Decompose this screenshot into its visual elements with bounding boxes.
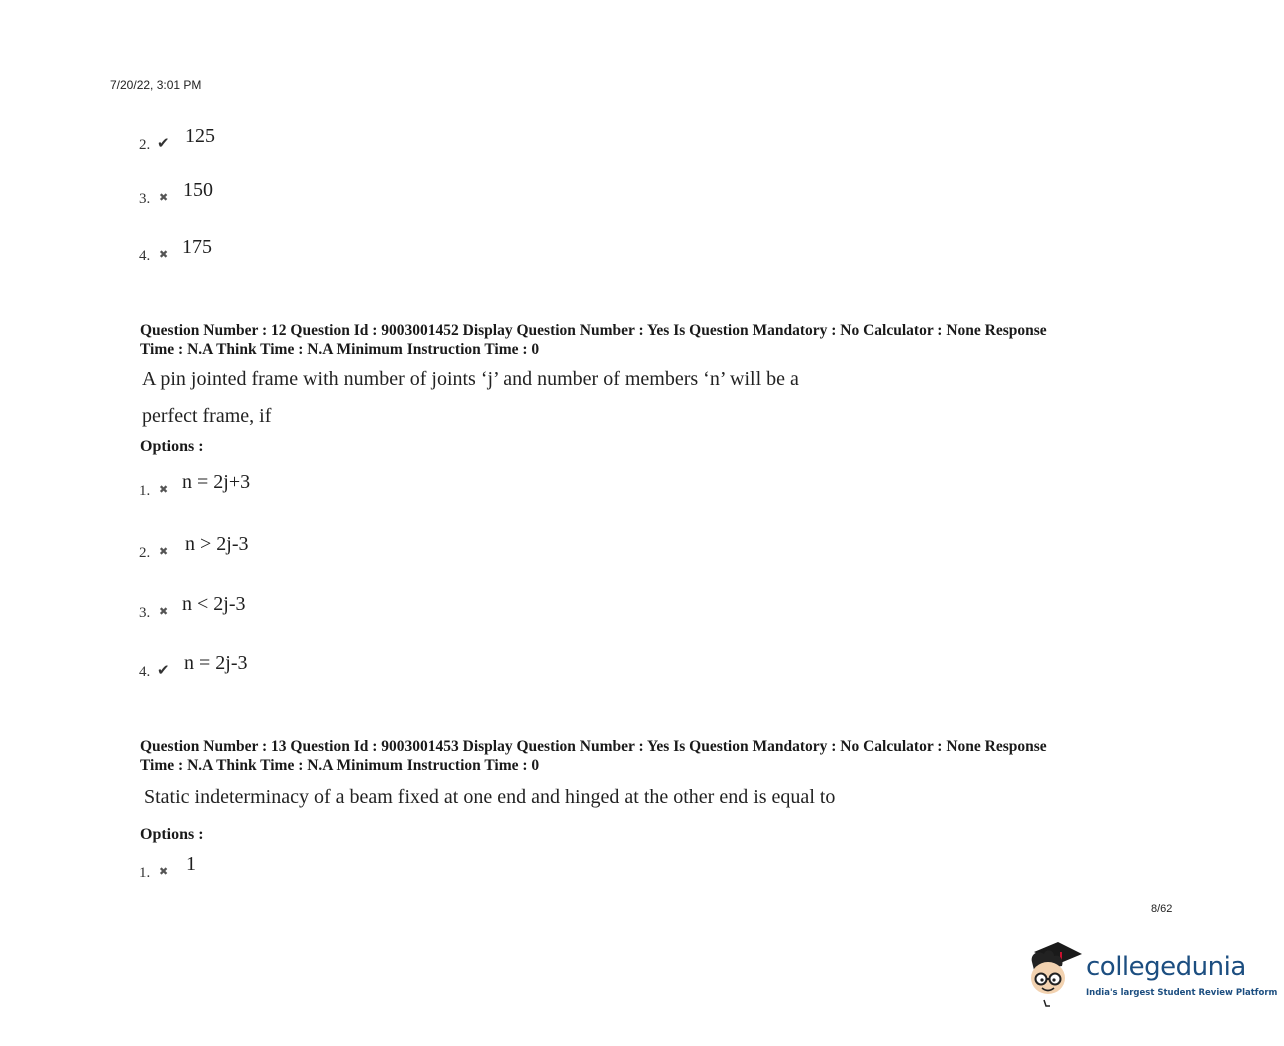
question-meta-line: Question Number : 13 Question Id : 9003001453 Display Question Number : Yes Is Question Mandatory : No Calculator : None Response — [140, 738, 1047, 755]
option-row — [139, 592, 439, 622]
question-meta-13 — [140, 737, 1170, 775]
check-icon: ✔ — [157, 134, 170, 152]
option-row — [139, 235, 339, 265]
question-meta-line: Time : N.A Think Time : N.A Minimum Instruction Time : 0 — [140, 341, 540, 358]
option-row — [139, 651, 439, 681]
option-row — [139, 470, 439, 500]
question-meta-line: Question Number : 12 Question Id : 9003001452 Display Question Number : Yes Is Question Mandatory : No Calculator : None Response — [140, 322, 1047, 339]
options-label: Options : — [140, 826, 204, 843]
logo-tagline: India's largest Student Review Platform — [1086, 988, 1278, 998]
option-row — [139, 852, 339, 882]
option-number: 2. — [139, 137, 151, 153]
option-number: 2. — [139, 545, 151, 561]
option-row — [139, 178, 339, 208]
option-number: 4. — [139, 664, 151, 680]
page-number: 8/62 — [1151, 903, 1173, 915]
mascot-icon — [1024, 938, 1086, 1008]
option-text: 125 — [185, 125, 215, 147]
question-text: Static indeterminacy of a beam fixed at one end and hinged at the other end is equal to — [144, 786, 836, 808]
cross-icon: ✖ — [159, 483, 169, 496]
option-text: 150 — [183, 179, 213, 201]
option-row — [139, 532, 439, 562]
option-row — [139, 124, 339, 154]
check-icon: ✔ — [157, 661, 170, 679]
option-number: 1. — [139, 483, 151, 499]
cross-icon: ✖ — [159, 545, 169, 558]
option-text: 1 — [186, 853, 196, 875]
collegedunia-logo — [1024, 938, 1278, 1008]
option-text: n > 2j-3 — [185, 533, 249, 555]
print-timestamp: 7/20/22, 3:01 PM — [110, 78, 202, 92]
question-meta-line: Time : N.A Think Time : N.A Minimum Instruction Time : 0 — [140, 757, 540, 774]
option-text: n < 2j-3 — [182, 593, 246, 615]
option-text: 175 — [182, 236, 212, 258]
question-text: A pin jointed frame with number of joints ‘j’ and number of members ‘n’ will be a — [142, 368, 799, 390]
options-label: Options : — [140, 438, 204, 455]
cross-icon: ✖ — [159, 865, 169, 878]
question-meta-12 — [140, 321, 1170, 359]
option-number: 3. — [139, 605, 151, 621]
option-number: 3. — [139, 191, 151, 207]
option-text: n = 2j-3 — [184, 652, 248, 674]
option-text: n = 2j+3 — [182, 471, 251, 493]
cross-icon: ✖ — [159, 248, 169, 261]
option-number: 1. — [139, 865, 151, 881]
option-number: 4. — [139, 248, 151, 264]
cross-icon: ✖ — [159, 605, 169, 618]
question-text: perfect frame, if — [142, 405, 272, 427]
logo-wordmark: collegedunia — [1086, 952, 1246, 982]
cross-icon: ✖ — [159, 191, 169, 204]
